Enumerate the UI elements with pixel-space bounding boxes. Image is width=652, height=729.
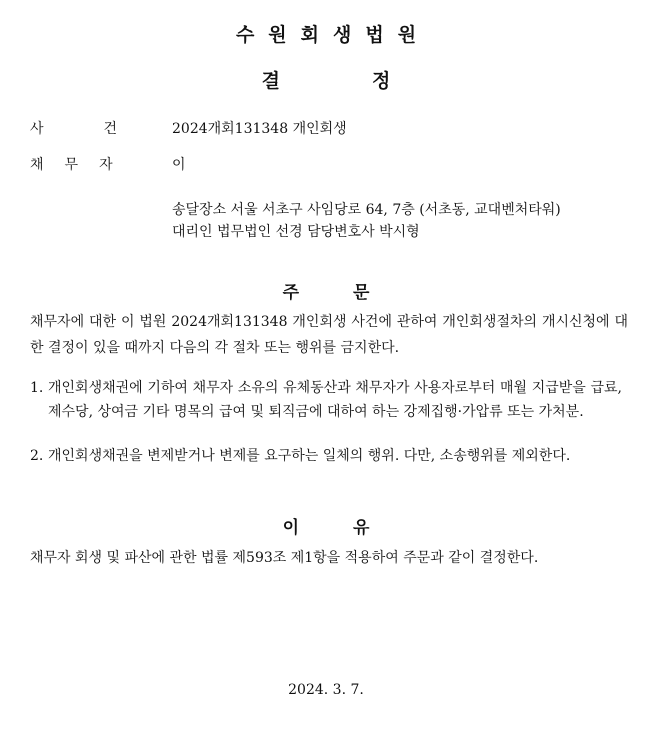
document-type-char-1: 결 xyxy=(261,70,280,92)
case-label-char-2: 건 xyxy=(103,121,118,137)
case-label-char-1: 사 xyxy=(30,121,44,137)
reason-heading xyxy=(0,513,652,538)
reason-paragraph: 채무자 회생 및 파산에 관한 법률 제593조 제1항을 적용하여 주문과 같이 결정한다. xyxy=(30,550,539,566)
debtor-label-char-1: 채 xyxy=(30,157,44,173)
order-paragraph: 채무자에 대한 이 법원 2024개회131348 개인회생 사건에 관하여 개인회생절차의 개시신청에 대한 결정이 있을 때까지 다음의 각 절차 또는 행위를 금지한다. xyxy=(30,314,628,356)
reason-heading-char-2: 유 xyxy=(353,518,370,538)
order-item-number: 2. xyxy=(30,448,44,464)
document-type-char-2: 정 xyxy=(372,70,391,92)
order-list-item xyxy=(30,444,622,468)
case-number: 2024개회131348 개인회생 xyxy=(172,121,347,137)
document-type-title xyxy=(0,66,652,93)
debtor-label-char-2: 무 xyxy=(64,157,79,173)
debtor-label-char-3: 자 xyxy=(99,157,113,173)
legal-agent: 대리인 법무법인 선경 담당변호사 박시형 xyxy=(172,224,420,240)
order-heading-char-2: 문 xyxy=(353,283,370,303)
order-item-number: 1. xyxy=(30,380,44,396)
debtor-name: 이 xyxy=(172,157,186,173)
order-list-item xyxy=(30,376,622,424)
order-heading-char-1: 주 xyxy=(282,283,299,303)
reason-heading-char-1: 이 xyxy=(282,518,299,538)
decision-date: 2024. 3. 7. xyxy=(288,682,364,698)
service-address: 송달장소 서울 서초구 사임당로 64, 7층 (서초동, 교대벤처타워) xyxy=(172,202,561,218)
order-item-text: 개인회생채권에 기하여 채무자 소유의 유체동산과 채무자가 사용자로부터 매월 지급받을 급료, 제수당, 상여금 기타 명목의 급여 및 퇴직금에 대하여 하는 강제집행·가압류 또는 가처분. xyxy=(48,380,622,420)
court-name: 수원회생법원 xyxy=(235,24,431,46)
debtor-label xyxy=(30,154,113,174)
order-item-text: 개인회생채권을 변제받거나 변제를 요구하는 일체의 행위. 다만, 소송행위를 제외한다. xyxy=(48,448,571,464)
case-label xyxy=(30,118,117,138)
order-heading xyxy=(0,278,652,303)
